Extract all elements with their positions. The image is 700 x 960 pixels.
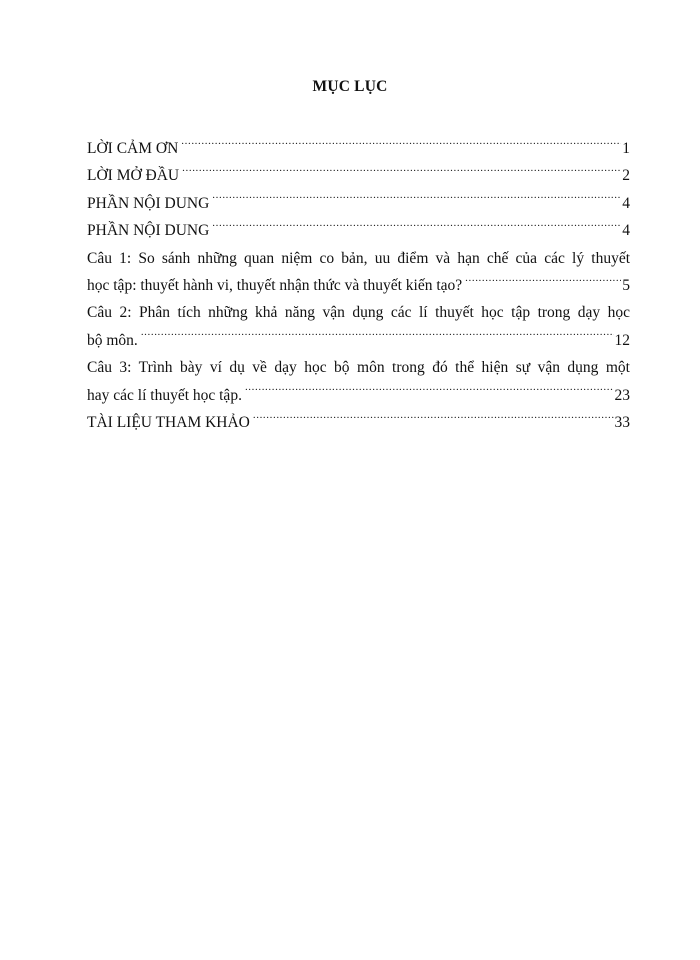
dot-leader — [182, 165, 621, 181]
dot-leader — [141, 329, 614, 345]
dot-leader — [181, 138, 621, 154]
toc-entry-loi-cam-on[interactable] — [87, 135, 630, 162]
toc-entry-label-line-2: bộ môn. — [87, 331, 138, 349]
table-of-contents — [87, 135, 630, 436]
toc-entry-cau-2[interactable] — [87, 299, 630, 354]
toc-entry-label: PHẦN NỘI DUNG — [87, 222, 210, 240]
toc-entry-label-line-1: Câu 1: So sánh những quan niệm co bản, uu điểm và hạn chế của các lý thuyết — [87, 249, 630, 267]
toc-entry-cau-3[interactable] — [87, 354, 630, 409]
toc-entry-phan-noi-dung-1[interactable] — [87, 190, 630, 217]
toc-entry-label-line-1: Câu 3: Trình bày ví dụ về dạy học bộ môn trong đó thể hiện sự vận dụng một — [87, 359, 630, 377]
toc-entry-label: LỜI MỞ ĐẦU — [87, 167, 180, 185]
dot-leader — [245, 384, 614, 400]
toc-entry-loi-mo-dau[interactable] — [87, 162, 630, 189]
toc-entry-label-line-1: Câu 2: Phân tích những khả năng vận dụng các lí thuyết học tập trong dạy học — [87, 304, 630, 322]
toc-entry-label-line-2: hay các lí thuyết học tập. — [87, 386, 242, 404]
toc-page-number: 4 — [622, 222, 630, 240]
toc-entry-label: PHẦN NỘI DUNG — [87, 194, 210, 212]
toc-page-number: 1 — [622, 140, 630, 157]
toc-page-number: 4 — [622, 194, 630, 212]
dot-leader — [212, 220, 621, 236]
dot-leader — [212, 192, 621, 208]
toc-entry-label: LỜI CẢM ƠN — [87, 140, 179, 157]
toc-entry-cau-1[interactable] — [87, 245, 630, 300]
toc-entry-label: TÀI LIỆU THAM KHẢO — [87, 414, 250, 432]
toc-page-number: 33 — [614, 414, 630, 432]
toc-page-number: 5 — [622, 277, 630, 295]
dot-leader — [465, 275, 621, 291]
dot-leader — [253, 412, 614, 428]
toc-entry-tai-lieu-tham-khao[interactable] — [87, 409, 630, 436]
toc-entry-phan-noi-dung-2[interactable] — [87, 217, 630, 244]
toc-entry-label-line-2: học tập: thuyết hành vi, thuyết nhận thức và thuyết kiến tạo? — [87, 277, 463, 295]
toc-page-number: 23 — [614, 386, 630, 404]
toc-page-number: 12 — [614, 331, 630, 349]
toc-page-number: 2 — [622, 167, 630, 185]
page-title: MỤC LỤC — [312, 78, 388, 95]
